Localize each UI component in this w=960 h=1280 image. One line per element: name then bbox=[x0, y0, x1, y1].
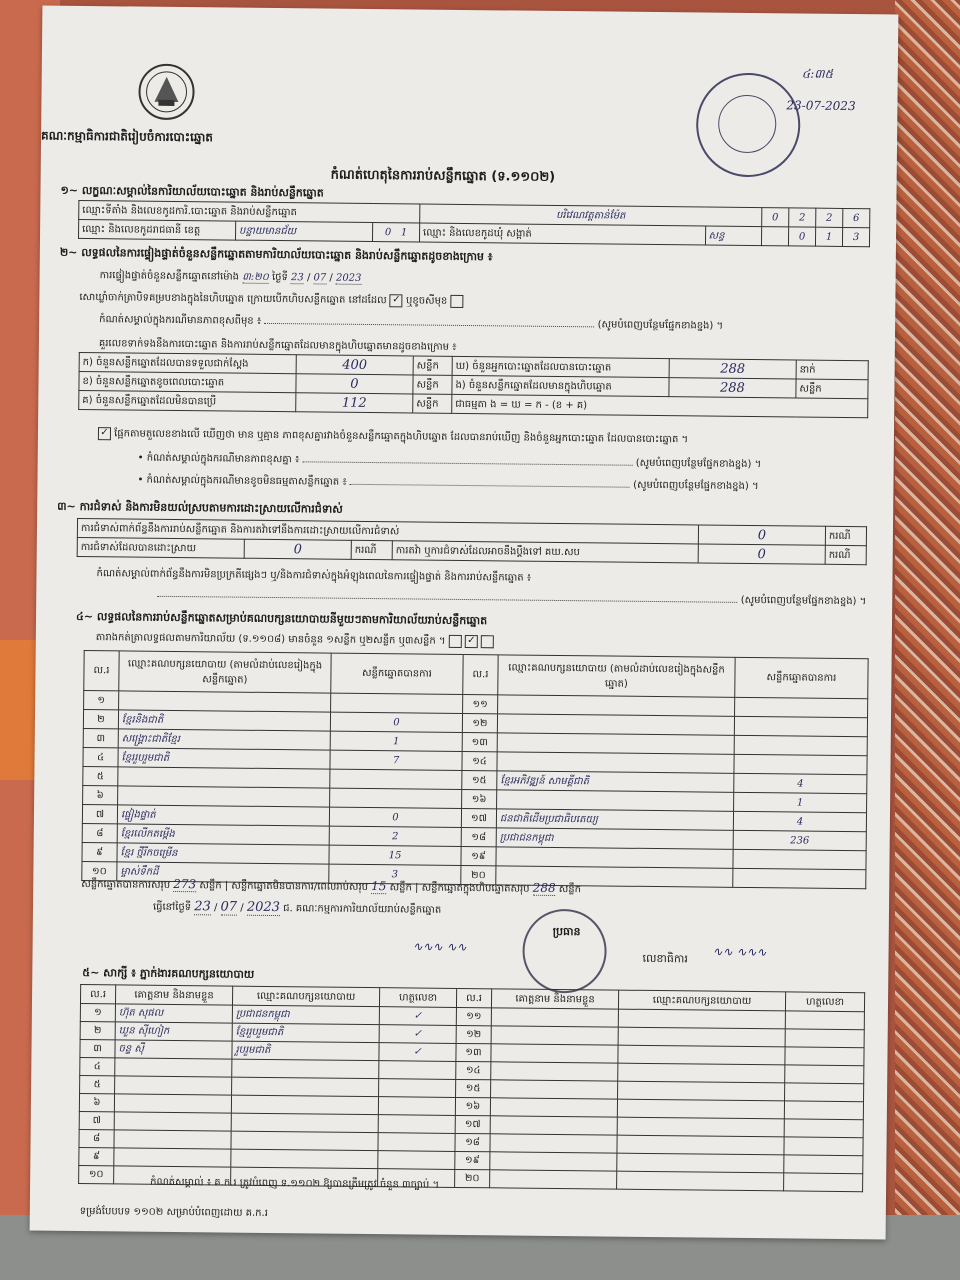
result-no: ១៧ bbox=[461, 808, 496, 827]
total-unit: សន្លឹក bbox=[389, 882, 412, 894]
witness-no: ១៨ bbox=[455, 1133, 490, 1151]
witness-party bbox=[617, 1117, 784, 1137]
witness-name bbox=[490, 1152, 617, 1171]
witness-sign bbox=[379, 1061, 456, 1080]
secretary-signature: ∿∿ ∿∿∿ bbox=[712, 944, 767, 960]
witness-name bbox=[114, 1094, 231, 1113]
witness-no: ១០ bbox=[79, 1165, 114, 1183]
col-votes: សន្លឹកឆ្នោតបានការ bbox=[735, 657, 868, 698]
count-unit: សន្លឹក bbox=[796, 379, 868, 399]
checkbox-yes[interactable]: ✓ bbox=[390, 294, 403, 307]
witness-table bbox=[78, 984, 865, 1192]
bullet-line-2 bbox=[137, 473, 872, 496]
count-unit: នាក់ bbox=[796, 360, 868, 380]
checkbox-3sheet[interactable] bbox=[481, 635, 494, 648]
section5-heading: ៥~ សាក្សី ៖ ភ្នាក់ងារគណបក្សនយោបាយ bbox=[82, 966, 255, 981]
result-votes bbox=[735, 697, 868, 717]
result-party bbox=[118, 767, 330, 788]
witness-sign bbox=[785, 1029, 864, 1048]
code-digit: 2 bbox=[789, 208, 816, 227]
col-sign: ហត្ថលេខា bbox=[379, 988, 456, 1008]
total-box-label: សន្លឹកឆ្នោតក្នុងហិបឆ្នោតសរុប bbox=[421, 882, 530, 895]
document-title: កំណត់ហេតុនៃការរាប់សន្លឹកឆ្នោត (ទ.១១០២) bbox=[330, 167, 556, 185]
seal-broken-label: ឬខូចសីមុខ bbox=[405, 295, 448, 307]
chair-signature: ∿∿∿ ∿∿ bbox=[412, 939, 467, 955]
section1-heading: ១~ លក្ខណៈសម្គាល់នៃការិយាល័យបោះឆ្នោត និងរាប់សន្លឹកឆ្នោត bbox=[60, 183, 324, 200]
bullet2-hint: (សូមបំពេញបន្ថែមផ្នែកខាងខ្នង) ។ bbox=[633, 479, 759, 493]
signing-year: 2023 bbox=[246, 899, 281, 916]
result-party bbox=[497, 714, 734, 735]
witness-no: ១៣ bbox=[456, 1043, 491, 1061]
witness-name: ចន្ទ ស៊ី bbox=[115, 1040, 232, 1059]
count-label: គ) ចំនួនសន្លឹកឆ្នោតដែលមិនបានប្រើ bbox=[79, 390, 296, 411]
witness-party bbox=[618, 1045, 785, 1065]
witness-party: ប្រជាជនកម្ពុជា bbox=[232, 1005, 379, 1025]
committee-label: ជ. គណៈកម្មការការិយាល័យរាប់សន្លឹកឆ្នោត bbox=[283, 903, 442, 916]
result-no: ១៦ bbox=[462, 789, 497, 808]
result-votes: 3 bbox=[329, 864, 461, 884]
col-party: ឈ្មោះគណបក្សនយោបាយ bbox=[618, 990, 785, 1011]
commune-value: សន្ធ bbox=[705, 226, 762, 246]
result-votes: 4 bbox=[734, 773, 867, 793]
checkbox-no[interactable] bbox=[450, 294, 463, 307]
col-sign: ហត្ថលេខា bbox=[785, 992, 864, 1012]
verification-month: 07 bbox=[313, 272, 327, 284]
witness-name bbox=[115, 1076, 232, 1095]
result-votes bbox=[734, 716, 867, 736]
result-party: ប្រជាជនកម្ពុជា bbox=[496, 828, 733, 849]
bullet1-text: • កំណត់សម្គាល់ក្នុងករណីមានភាពខុសគ្នា ៖ bbox=[137, 452, 300, 466]
document-page bbox=[30, 6, 899, 1240]
count-value: 288 bbox=[669, 359, 796, 379]
committee-name: គណៈកម្មាធិការជាតិរៀបចំការបោះឆ្នោត bbox=[41, 128, 214, 145]
result-no: ១៣ bbox=[462, 732, 497, 751]
seal-text: សោឃ្លាំចាក់ត្រាបិទគម្របខាងក្នុងនៃហិបឆ្នោត ក្រោយបើកហិបសន្លឹកឆ្នោត នៅដដែល bbox=[79, 291, 387, 307]
total-valid-label: សន្លឹកឆ្នោតបានការសរុប bbox=[81, 879, 171, 891]
code-digit: 0 bbox=[788, 227, 815, 246]
count-value: 400 bbox=[296, 355, 413, 375]
objection-unit: ករណី bbox=[825, 545, 866, 564]
totals-line: សន្លឹកឆ្នោតបានការសរុប 273 សន្លឹក | សន្លឹកឆ្នោតមិនបានការ/ពេលរាប់សរុប 15 សន្លឹក | សន្លឹកឆ្នោតក្នុងហិបឆ្នោតសរុប 288 សន្លឹក bbox=[81, 876, 582, 896]
chair-label: ប្រធាន bbox=[552, 924, 581, 939]
result-no: ៨ bbox=[82, 824, 117, 843]
form-footer: ទម្រង់បែបបទ ១១០២ សម្រាប់បំពេញដោយ គ.ក.រ bbox=[79, 1206, 268, 1219]
witness-no: ៧ bbox=[79, 1111, 114, 1129]
result-party bbox=[118, 786, 330, 807]
result-no: ៩ bbox=[82, 843, 117, 862]
result-votes: 236 bbox=[733, 830, 866, 850]
witness-name bbox=[491, 1008, 618, 1027]
witness-party bbox=[617, 1135, 784, 1155]
witness-name bbox=[491, 1080, 618, 1099]
count-unit: សន្លឹក bbox=[413, 375, 452, 394]
objection-row2b-label: ការតវ៉ា ឬការជំទាស់ដែលអាចនឹងប្ដឹងទៅ គឃ.សប bbox=[392, 541, 698, 563]
remark-hint: (សូមបំពេញបន្ថែមផ្នែកខាងខ្នង) ។ bbox=[597, 319, 724, 332]
witness-sign: ✓ bbox=[379, 1043, 456, 1062]
total-unit: សន្លឹក bbox=[199, 880, 222, 892]
result-party: ខ្មែរនិងជាតិ bbox=[118, 710, 330, 731]
objection-row1-value: 0 bbox=[698, 525, 825, 545]
witness-name bbox=[490, 1170, 617, 1189]
witness-party bbox=[617, 1171, 784, 1191]
result-votes bbox=[330, 788, 462, 808]
col-party: ឈ្មោះគណបក្សនយោបាយ (តាមលំដាប់លេខរៀងក្នុងសន្លឹកឆ្នោត) bbox=[498, 655, 735, 697]
result-party: ខ្មែរអភិវឌ្ឍន៍ សាមគ្គីជាតិ bbox=[497, 771, 734, 792]
witness-party bbox=[232, 1077, 379, 1097]
province-value: បន្ទាយមានជ័យ bbox=[235, 221, 372, 241]
objection-unit: ករណី bbox=[825, 526, 866, 545]
signing-date-line: ធ្វើនៅថ្ងៃទី 23 / 07 / 2023 ជ. គណៈកម្មការការិយាល័យរាប់សន្លឹកឆ្នោត bbox=[152, 899, 442, 916]
bullet1-blank bbox=[303, 461, 633, 465]
witness-party bbox=[231, 1131, 378, 1151]
result-no: ១១ bbox=[463, 694, 498, 713]
section4-intro bbox=[96, 630, 494, 649]
result-no: ៣ bbox=[83, 729, 118, 748]
committee-stamp bbox=[522, 909, 607, 994]
col-name: គោត្តនាម និងនាមខ្លួន bbox=[115, 985, 232, 1005]
witness-no: ២ bbox=[80, 1022, 115, 1040]
remark-blank bbox=[264, 323, 594, 327]
result-no: ២ bbox=[83, 710, 118, 729]
result-votes: 0 bbox=[330, 712, 462, 732]
code-digit: 0 bbox=[762, 208, 789, 227]
count-label: ក) ចំនួនសន្លឹកឆ្នោតដែលបានទទួលជាក់ស្តែង bbox=[79, 352, 296, 373]
result-votes: 2 bbox=[329, 826, 461, 846]
verification-time: ៣:២០ bbox=[242, 271, 269, 283]
witness-party bbox=[617, 1099, 784, 1119]
witness-name bbox=[114, 1112, 231, 1131]
witness-party bbox=[618, 1063, 785, 1083]
col-no: ល.រ bbox=[84, 651, 119, 691]
section1-table bbox=[78, 200, 870, 247]
result-party bbox=[119, 691, 331, 712]
province-label: ឈ្មោះ និងលេខកូដរាជធានី ខេត្ត bbox=[79, 219, 236, 240]
witness-sign bbox=[785, 1011, 864, 1030]
objection-row2a-value: 0 bbox=[244, 539, 351, 559]
result-party: ជនជាតិដើមប្រជាធិបតេយ្យ bbox=[496, 809, 733, 830]
witness-sign bbox=[785, 1065, 864, 1084]
witness-sign bbox=[378, 1151, 455, 1170]
location-value: បរិវេណវត្តតាន់ម៉ែត bbox=[420, 204, 762, 227]
result-no: ១០ bbox=[82, 862, 117, 881]
result-no: ៧ bbox=[82, 805, 117, 824]
objection-hint-text: (សូមបំពេញបន្ថែមផ្នែកខាងខ្នង) ។ bbox=[740, 594, 867, 608]
verification-text: ការផ្ទៀងផ្ទាត់ចំនួនសន្លឹកឆ្នោតនៅម៉ោង bbox=[99, 270, 240, 283]
witness-no: ១ bbox=[80, 1004, 115, 1022]
witness-name bbox=[490, 1098, 617, 1117]
witness-sign bbox=[784, 1173, 863, 1192]
section2-heading: ២~ លទ្ធផលនៃការផ្ទៀងផ្ទាត់ចំនួនសន្លឹកឆ្នោតតាមការិយាល័យបោះឆ្នោត និងរាប់សន្លឹកឆ្នោតដូចខាងក្រោម ៖ bbox=[59, 245, 493, 264]
witness-name bbox=[114, 1130, 231, 1149]
witness-party bbox=[617, 1153, 784, 1173]
remark-line bbox=[99, 312, 874, 335]
stamp-date: 23-07-2023 bbox=[786, 98, 856, 114]
result-votes: 4 bbox=[733, 811, 866, 831]
count-unit: សន្លឹក bbox=[413, 394, 452, 413]
result-no: ៤ bbox=[83, 748, 118, 767]
witness-party bbox=[618, 1027, 785, 1047]
result-votes: 7 bbox=[330, 750, 462, 770]
witness-sign bbox=[784, 1155, 863, 1174]
witness-sign bbox=[378, 1115, 455, 1134]
col-party: ឈ្មោះគណបក្សនយោបាយ (តាមលំដាប់លេខរៀងក្នុងសន្លឹកឆ្នោត) bbox=[119, 651, 331, 693]
witness-sign bbox=[378, 1133, 455, 1152]
witness-sign bbox=[379, 1079, 456, 1098]
checkbox-no-mismatch[interactable]: ✓ bbox=[98, 427, 111, 440]
witness-name bbox=[114, 1148, 231, 1167]
result-party: ផ្ទៀងផ្ទាត់ bbox=[117, 805, 329, 826]
witness-sign bbox=[784, 1137, 863, 1156]
col-no: ល.រ bbox=[456, 988, 491, 1007]
witness-note: កំណត់សម្គាល់ ៖ គ.ក.រ ត្រូវបំពេញ ទ.១១០២ ឱ្យបានត្រឹមត្រូវ ចំនួន ៣ច្បាប់ ។ bbox=[150, 1176, 440, 1191]
objection-note: កំណត់សម្គាល់ពាក់ព័ន្ធនឹងការមិនប្រក្រតីផ្សេងៗ ឬ/និងការជំទាស់ក្នុងអំឡុងពេលនៃការផ្ទៀងផ្ទាត់ និងការរាប់សន្លឹកឆ្នោត ៖ bbox=[96, 568, 532, 584]
result-no: ២០ bbox=[461, 865, 496, 884]
result-no: ១៥ bbox=[462, 770, 497, 789]
result-party: ម្ចាស់ទឹកដី bbox=[117, 862, 329, 883]
code-digit: 1 bbox=[815, 227, 842, 246]
col-no: ល.រ bbox=[463, 654, 498, 694]
emblem-icon bbox=[136, 62, 197, 123]
code-digit: 2 bbox=[816, 208, 843, 227]
witness-no: ៣ bbox=[80, 1040, 115, 1058]
remark-label: កំណត់សម្គាល់ក្នុងករណីមានភាពខុសពីមុខ ៖ bbox=[99, 314, 262, 327]
checkbox-1sheet[interactable] bbox=[449, 634, 462, 647]
code-digit: 6 bbox=[843, 208, 870, 227]
result-votes bbox=[733, 849, 866, 869]
result-party: ខ្មែររួបរួមជាតិ bbox=[118, 748, 330, 769]
witness-party bbox=[618, 1081, 785, 1101]
col-party: ឈ្មោះគណបក្សនយោបាយ bbox=[232, 986, 379, 1007]
witness-no: ៦ bbox=[79, 1093, 114, 1111]
witness-sign bbox=[378, 1097, 455, 1116]
bullet-line-1 bbox=[138, 451, 873, 474]
result-votes bbox=[734, 735, 867, 755]
witness-name: ហ៊ុត សុផល bbox=[115, 1004, 232, 1023]
bullet1-hint: (សូមបំពេញបន្ថែមផ្នែកខាងខ្នង) ។ bbox=[635, 457, 762, 471]
objection-table bbox=[77, 518, 867, 565]
secretary-label: លេខាធិការ bbox=[642, 951, 688, 966]
total-box-value: 288 bbox=[532, 880, 556, 895]
result-party: ខ្មែរលើកតម្កើង bbox=[117, 824, 329, 845]
result-party bbox=[498, 695, 735, 716]
commune-label: ឈ្មោះ និងលេខកូដឃុំ សង្កាត់ bbox=[419, 223, 705, 245]
witness-sign bbox=[784, 1101, 863, 1120]
verification-line: ការផ្ទៀងផ្ទាត់ចំនួនសន្លឹកឆ្នោតនៅម៉ោង ៣:២០ ថ្ងៃទី 23 / 07 / 2023 bbox=[99, 270, 362, 284]
official-stamp bbox=[696, 72, 801, 177]
witness-party: រួបរួមជាតិ bbox=[232, 1041, 379, 1061]
witness-no: ១៥ bbox=[456, 1079, 491, 1097]
count-formula: ជាធម្មតា ង = ឃ = ក - (ខ + គ) bbox=[452, 394, 868, 417]
count-value: 288 bbox=[669, 378, 796, 398]
witness-name bbox=[491, 1026, 618, 1045]
witness-party bbox=[232, 1059, 379, 1079]
witness-no: ៤ bbox=[80, 1058, 115, 1076]
col-name: គោត្តនាម និងនាមខ្លួន bbox=[491, 989, 618, 1009]
witness-name bbox=[490, 1116, 617, 1135]
result-votes bbox=[330, 769, 462, 789]
verification-day: 23 bbox=[290, 272, 304, 284]
count-value: 0 bbox=[296, 374, 413, 394]
section4-heading: ៤~ លទ្ធផលនៃការរាប់សន្លឹកឆ្នោតសម្រាប់គណបក្សនយោបាយនីមួយៗតាមការិយាល័យរាប់សន្លឹកឆ្នោត bbox=[75, 609, 488, 628]
result-no: ១២ bbox=[462, 713, 497, 732]
witness-no: ១២ bbox=[456, 1025, 491, 1043]
result-votes bbox=[734, 754, 867, 774]
results-table bbox=[81, 650, 868, 892]
total-invalid-value: 15 bbox=[371, 879, 387, 894]
stamp-time: ៤:៣៥ bbox=[801, 66, 834, 81]
province-code bbox=[372, 223, 419, 242]
counts-intro: គួរលេខទាក់ទងនឹងការបោះឆ្នោត និងការរាប់សន្លឹកឆ្នោតដែលមានក្នុងហិបឆ្នោតមានដូចខាងក្រោម ៖ bbox=[98, 338, 457, 353]
date-label: ថ្ងៃទី bbox=[271, 271, 288, 284]
signing-day: 23 bbox=[194, 899, 211, 915]
witness-party bbox=[231, 1149, 378, 1169]
result-votes: 15 bbox=[329, 845, 461, 865]
seal-line bbox=[79, 290, 859, 313]
witness-name bbox=[115, 1058, 232, 1077]
objection-row2a-label: ការជំទាស់ដែលបានដោះស្រាយ bbox=[77, 537, 244, 558]
blank-cell bbox=[761, 227, 788, 246]
count-label: ង) ចំនួនសន្លឹកឆ្នោតដែលមានក្នុងហិបឆ្នោត bbox=[452, 375, 669, 396]
objection-row1-label: ការជំទាស់ពាក់ព័ន្ធនឹងការរាប់សន្លឹកឆ្នោត និងការតវ៉ាទៅនឹងការដោះស្រាយលើការជំទាស់ bbox=[77, 518, 698, 544]
result-votes bbox=[331, 693, 463, 713]
mismatch-line bbox=[98, 426, 878, 449]
checkbox-2sheet[interactable]: ✓ bbox=[465, 635, 478, 648]
result-no: ៦ bbox=[83, 786, 118, 805]
counts-table bbox=[78, 352, 869, 418]
witness-name bbox=[490, 1134, 617, 1153]
count-label: ខ) ចំនួនសន្លឹកឆ្នោតខូចពេលបោះឆ្នោត bbox=[79, 371, 296, 392]
witness-name bbox=[491, 1044, 618, 1063]
witness-name: ឃួន ស៊ីហៀក bbox=[115, 1022, 232, 1041]
result-no: ១៩ bbox=[461, 846, 496, 865]
witness-no: ៨ bbox=[79, 1129, 114, 1147]
witness-party bbox=[231, 1113, 378, 1133]
total-unit: សន្លឹក bbox=[558, 884, 582, 896]
result-party bbox=[497, 733, 734, 754]
result-party bbox=[497, 752, 734, 773]
result-party: សង្គ្រោះជាតិខ្មែរ bbox=[118, 729, 330, 750]
mismatch-text: ផ្អែកតាមតួលេខខាងលើ ឃើញថា មាន ឬគ្មាន ភាពខុសគ្នារវាងចំនួនសន្លឹកឆ្នោតក្នុងហិបឆ្នោត ដែលបានរាប់ឃើញ និងចំនួនអ្នកបោះឆ្នោត ដែលបានបោះឆ្នោត ។ bbox=[114, 428, 689, 446]
count-label: ឃ) ចំនួនអ្នកបោះឆ្នោតដែលបានបោះឆ្នោត bbox=[452, 356, 669, 377]
witness-sign bbox=[785, 1047, 864, 1066]
witness-no: ១១ bbox=[456, 1007, 491, 1025]
result-no: ១៤ bbox=[462, 751, 497, 770]
witness-no: ៥ bbox=[80, 1076, 115, 1094]
code-digit: 3 bbox=[842, 227, 869, 246]
witness-no: ២០ bbox=[455, 1169, 490, 1187]
signing-month: 07 bbox=[220, 899, 238, 915]
result-votes: 1 bbox=[734, 792, 867, 812]
witness-sign bbox=[785, 1083, 864, 1102]
result-party bbox=[496, 847, 733, 868]
witness-no: ១៩ bbox=[455, 1151, 490, 1169]
count-unit: សន្លឹក bbox=[413, 356, 452, 375]
total-valid-value: 273 bbox=[173, 876, 197, 892]
witness-sign: ✓ bbox=[379, 1025, 456, 1044]
result-no: ១ bbox=[84, 691, 119, 710]
result-party bbox=[497, 790, 734, 811]
witness-no: ១៦ bbox=[455, 1097, 490, 1115]
section4-intro-text: តារាងកត់ត្រាលទ្ធផលតាមការិយាល័យ (ទ.១១០៨) មានចំនួន ១សន្លឹក ឬ២សន្លឹក ឬ៣សន្លឹក ។ bbox=[95, 632, 446, 647]
witness-party bbox=[618, 1009, 785, 1029]
count-value: 112 bbox=[296, 393, 413, 413]
section3-heading: ៣~ ការជំទាស់ និងការមិនយល់ស្របតាមការដោះស្រាយលើការជំទាស់ bbox=[57, 499, 343, 516]
witness-no: ១៧ bbox=[455, 1115, 490, 1133]
bullet2-text: • កំណត់សម្គាល់ក្នុងករណីមានខូចមិនធម្មតាសន្លឹកឆ្នោត ៖ bbox=[137, 474, 347, 488]
bullet2-blank bbox=[350, 484, 630, 488]
objection-note-hint bbox=[76, 586, 866, 609]
witness-name bbox=[491, 1062, 618, 1081]
witness-sign bbox=[784, 1119, 863, 1138]
signing-date-label: ធ្វើនៅថ្ងៃទី bbox=[152, 901, 192, 914]
witness-sign: ✓ bbox=[379, 1007, 456, 1026]
location-label: ឈ្មោះទីតាំង និងលេខកូដការិ.បោះឆ្នោត និងរាប់សន្លឹកឆ្នោត bbox=[79, 200, 420, 223]
result-votes: 1 bbox=[330, 731, 462, 751]
code-digit: 0 bbox=[384, 226, 392, 238]
witness-party bbox=[231, 1095, 378, 1115]
result-votes: 0 bbox=[329, 807, 461, 827]
background-carpet bbox=[895, 0, 960, 1280]
total-invalid-label: សន្លឹកឆ្នោតមិនបានការ/ពេលរាប់សរុប bbox=[231, 880, 369, 894]
result-no: ៥ bbox=[83, 767, 118, 786]
objection-note-blank bbox=[158, 596, 738, 603]
witness-no: ១៤ bbox=[456, 1061, 491, 1079]
verification-year: 2023 bbox=[335, 272, 362, 284]
witness-no: ៩ bbox=[79, 1147, 114, 1165]
objection-unit: ករណី bbox=[351, 540, 392, 559]
col-votes: សន្លឹកឆ្នោតបានការ bbox=[331, 653, 463, 694]
code-digit: 1 bbox=[400, 226, 408, 238]
col-no: ល.រ bbox=[80, 985, 115, 1004]
result-party: ខ្មែរ ថ្មីរីកចម្រើន bbox=[117, 843, 329, 864]
objection-row2b-value: 0 bbox=[698, 544, 825, 564]
result-no: ១៨ bbox=[461, 827, 496, 846]
witness-party: ខ្មែររួបរួមជាតិ bbox=[232, 1023, 379, 1043]
